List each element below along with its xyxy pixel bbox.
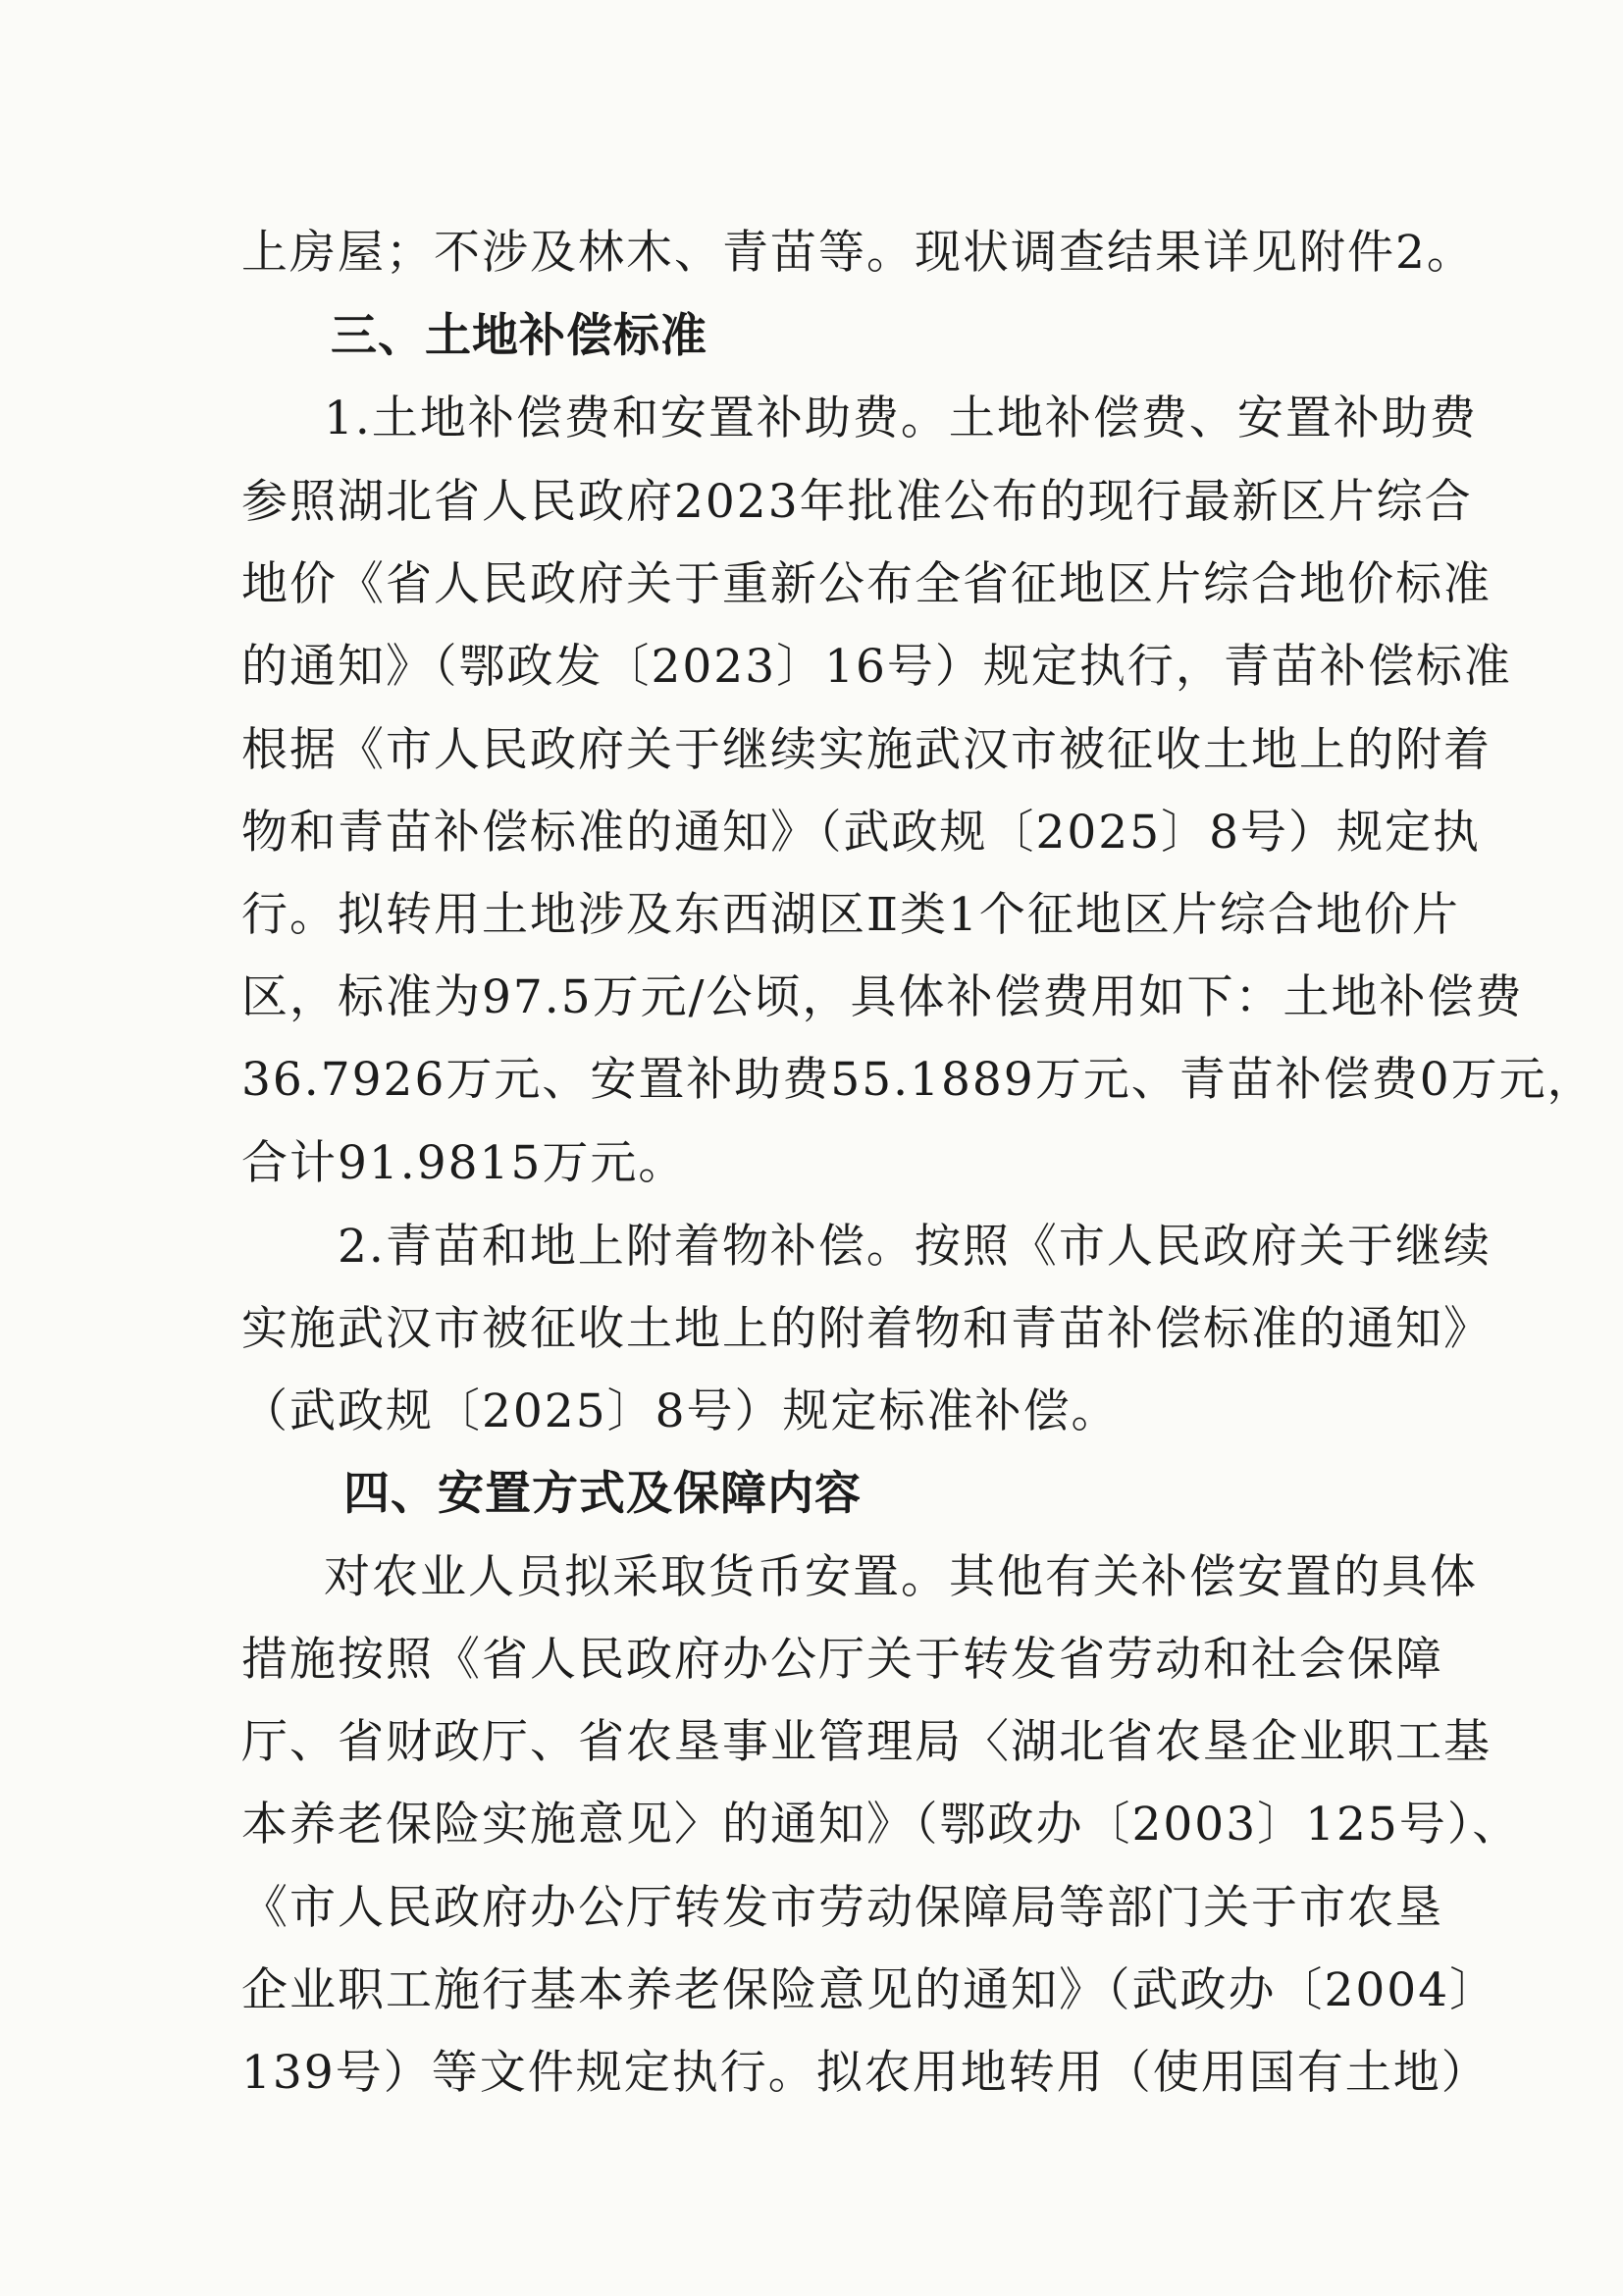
section-3-para1-line-7: 行。拟转用土地涉及东西湖区Ⅱ类1个征地区片综合地价片: [241, 888, 1460, 942]
section-3-para1-line-5: 根据《市人民政府关于继续实施武汉市被征收土地上的附着: [241, 723, 1492, 777]
section-3-para1-line-4: 的通知》（鄂政发〔2023〕16号）规定执行，青苗补偿标准: [241, 640, 1512, 694]
section-4-para1-line-7: 139号）等文件规定执行。拟农用地转用（使用国有土地）: [241, 2046, 1490, 2100]
section-4-para1-line-6: 企业职工施行基本养老保险意见的通知》（武政办〔2004〕: [241, 1963, 1498, 2017]
section-3-para1-line-6: 物和青苗补偿标准的通知》（武政规〔2025〕8号）规定执: [241, 806, 1482, 860]
section-3-para1-line-9: 36.7926万元、安置补助费55.1889万元、青苗补偿费0万元，: [241, 1053, 1596, 1107]
section-3-para1-line-2: 参照湖北省人民政府2023年批准公布的现行最新区片综合: [241, 475, 1473, 529]
section-4-para1-line-2: 措施按照《省人民政府办公厅关于转发省劳动和社会保障: [241, 1633, 1443, 1687]
section-4-heading: 四、安置方式及保障内容: [343, 1467, 862, 1521]
section-4-para1-line-1: 对农业人员拟采取货币安置。其他有关补偿安置的具体: [324, 1550, 1478, 1604]
section-4-para1-line-4: 本养老保险实施意见〉的通知》（鄂政办〔2003〕125号）、: [241, 1798, 1521, 1852]
section-4-para1-line-5: 《市人民政府办公厅转发市劳动保障局等部门关于市农垦: [241, 1881, 1443, 1935]
section-3-para2-line-1: 2.青苗和地上附着物补偿。按照《市人民政府关于继续: [338, 1220, 1492, 1274]
section-3-para1-line-3: 地价《省人民政府关于重新公布全省征地区片综合地价标准: [241, 557, 1492, 611]
section-3-para1-line-8: 区，标准为97.5万元/公顷，具体补偿费用如下：土地补偿费: [241, 970, 1524, 1024]
continued-paragraph-line: 上房屋；不涉及林木、青苗等。现状调查结果详见附件2。: [241, 226, 1475, 280]
section-3-para1-line-10: 合计91.9815万元。: [241, 1136, 687, 1190]
section-3-para1-line-1: 1.土地补偿费和安置补助费。土地补偿费、安置补助费: [324, 391, 1478, 445]
section-4-para1-line-3: 厅、省财政厅、省农垦事业管理局〈湖北省农垦企业职工基: [241, 1715, 1492, 1769]
section-3-para2-line-3: （武政规〔2025〕8号）规定标准补偿。: [241, 1384, 1120, 1438]
section-3-para2-line-2: 实施武汉市被征收土地上的附着物和青苗补偿标准的通知》: [241, 1302, 1492, 1356]
section-3-heading: 三、土地补偿标准: [331, 309, 707, 363]
